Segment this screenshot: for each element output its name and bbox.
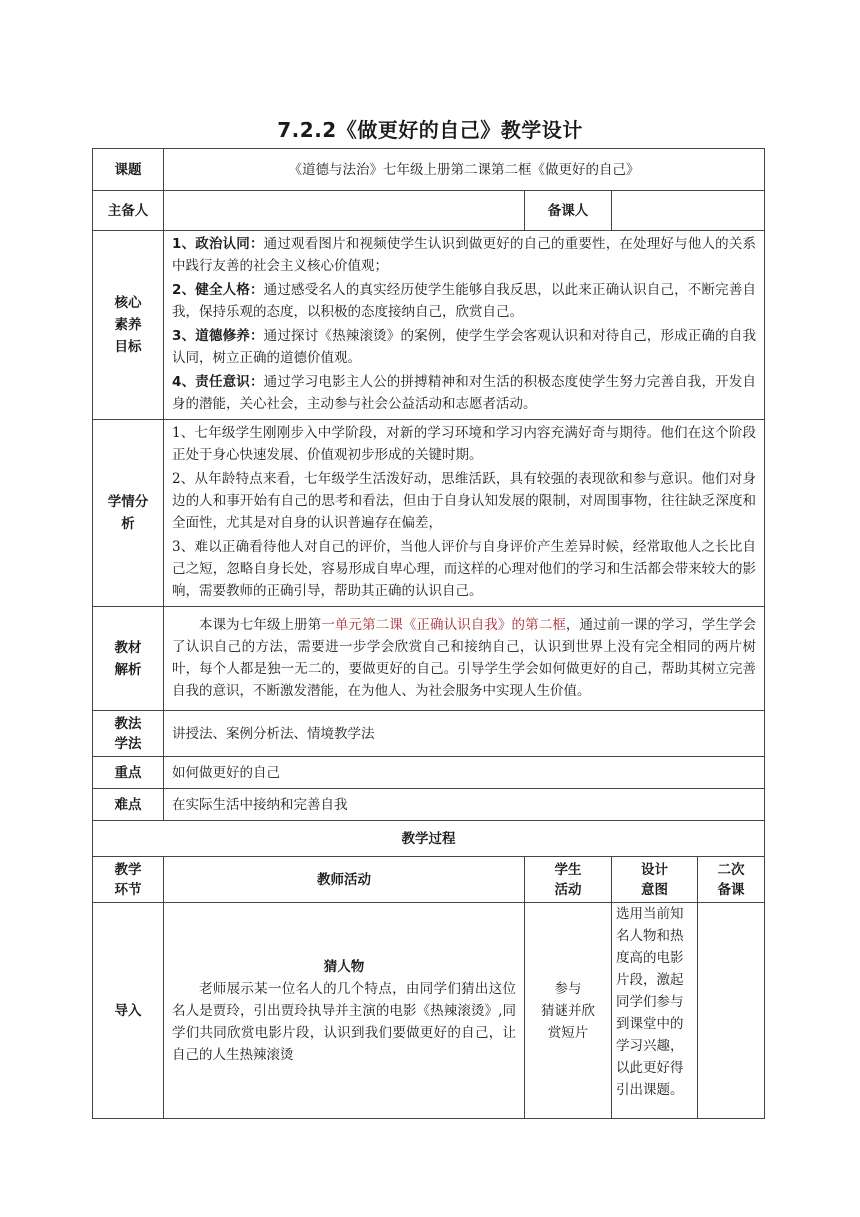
- students-label: 学情分 析: [93, 420, 164, 607]
- intro-teacher-title: 猜人物: [323, 958, 365, 975]
- header-teacher: 教师活动: [164, 857, 525, 903]
- literacy-label: 核心 素养 目标: [93, 231, 164, 420]
- methods-label: 教法 学法: [93, 711, 164, 757]
- students-item: 2、从年龄特点来看，七年级学生活泼好动，思维活跃，具有较强的表现欲和参与意识。他们对身边的人和事开始有自己的思考和看法，但由于自身认知发展的限制，对周围事物，往往缺乏深度和全面性，尤其是对自身的认识普遍存在偏差，: [172, 471, 757, 531]
- key-value: 如何做更好的自己: [164, 757, 765, 789]
- preparer-value: [164, 191, 525, 231]
- literacy-item: 3、道德修养：通过探讨《热辣滚烫》的案例，使学生学会客观认识和对待自己，形成正确的自我认同，树立正确的道德价值观。: [172, 328, 757, 366]
- students-item: 3、难以正确看待他人对自己的评价，当他人评价与自身评价产生差异时候，经常取他人之长比自己之短，忽略自身长处，容易形成自卑心理，而这样的心理对他们的学习和生活都会带来较大的影响，需要教师的正确引导，帮助其正确的认识自己。: [172, 539, 757, 599]
- co-preparer-value: [612, 191, 765, 231]
- intro-row: [93, 903, 765, 1119]
- key-label: 重点: [93, 757, 164, 789]
- process-row: [93, 821, 765, 857]
- page-title: 7.2.2《做更好的自己》教学设计: [277, 118, 583, 142]
- students-row: [93, 420, 765, 607]
- literacy-content: [164, 231, 765, 420]
- topic-label: 课题: [93, 149, 164, 191]
- difficult-label: 难点: [93, 789, 164, 821]
- intro-stage: 导入: [93, 903, 164, 1119]
- intro-teacher-activity: [164, 903, 525, 1119]
- textbook-label: 教材 解析: [93, 607, 164, 711]
- header-student: 学生 活动: [525, 857, 612, 903]
- key-row: [93, 757, 765, 789]
- difficult-value: 在实际生活中接纳和完善自我: [164, 789, 765, 821]
- preparer-label: 主备人: [93, 191, 164, 231]
- students-content: [164, 420, 765, 607]
- topic-value: 《道德与法治》七年级上册第二课第二框《做更好的自己》: [164, 149, 765, 191]
- topic-row: [93, 149, 765, 191]
- preparer-row: [93, 191, 765, 231]
- intro-second-prep: [698, 903, 765, 1119]
- intro-student-activity: 参与 猜谜并欣 赏短片: [525, 903, 612, 1119]
- co-preparer-label: 备课人: [525, 191, 612, 231]
- textbook-content: 本课为七年级上册第一单元第二课《正确认识自我》的第二框，通过前一课的学习，学生学会了认识自己的方法，需要进一步学会欣赏自己和接纳自己，认识到世界上没有完全相同的两片树叶，每个人都是独一无二的，要做更好的自己。引导学生学会如何做更好的自己，帮助其树立完善自我的意识，不断激发潜能，在为他人、为社会服务中实现人生价值。: [164, 607, 765, 711]
- methods-row: [93, 711, 765, 757]
- header-intent: 设计 意图: [612, 857, 698, 903]
- header-stage: 教学 环节: [93, 857, 164, 903]
- students-item: 1、七年级学生刚刚步入中学阶段，对新的学习环境和学习内容充满好奇与期待。他们在这个阶段正处于身心快速发展、价值观初步形成的关键时期。: [172, 425, 757, 463]
- lesson-plan-table: [92, 148, 765, 1119]
- header-second: 二次 备课: [698, 857, 765, 903]
- literacy-item: 1、政治认同：通过观看图片和视频使学生认识到做更好的自己的重要性，在处理好与他人的关系中践行友善的社会主义核心价值观；: [172, 236, 757, 274]
- literacy-row: [93, 231, 765, 420]
- intro-design-intent: 选用当前知名人物和热度高的电影片段，激起同学们参与到课堂中的学习兴趣，以此更好得引出课题。: [612, 903, 698, 1119]
- literacy-item: 4、责任意识：通过学习电影主人公的拼搏精神和对生活的积极态度使学生努力完善自我，开发自身的潜能，关心社会，主动参与社会公益活动和志愿者活动。: [172, 374, 757, 412]
- intro-teacher-text: 老师展示某一位名人的几个特点，由同学们猜出这位名人是贾玲，引出贾玲执导并主演的电影《热辣滚烫》,同学们共同欣赏电影片段，认识到我们要做更好的自己，让自己的人生热辣滚烫: [172, 980, 516, 1063]
- process-heading: 教学过程: [93, 821, 765, 857]
- textbook-row: [93, 607, 765, 711]
- process-header-row: [93, 857, 765, 903]
- methods-value: 讲授法、案例分析法、情境教学法: [164, 711, 765, 757]
- literacy-item: 2、健全人格：通过感受名人的真实经历使学生能够自我反思，以此来正确认识自己，不断完善自我，保持乐观的态度，以积极的态度接纳自己，欣赏自己。: [172, 282, 757, 320]
- textbook-highlight: 一单元第二课《正确认识自我》的第二框: [321, 616, 566, 633]
- difficult-row: [93, 789, 765, 821]
